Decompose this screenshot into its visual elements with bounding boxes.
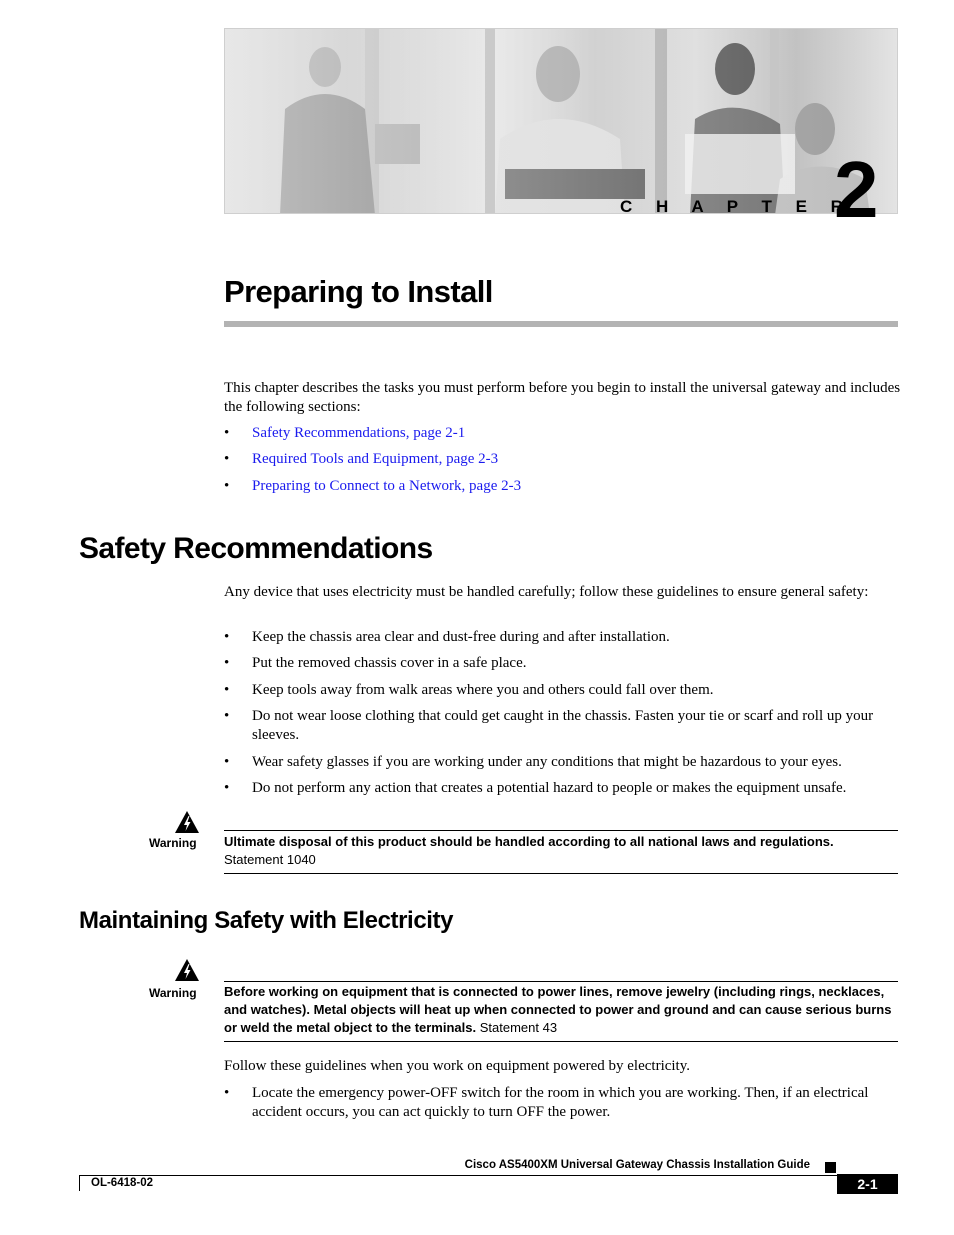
title-rule <box>224 321 898 327</box>
footer-marker <box>825 1162 836 1173</box>
bullet-glyph: • <box>224 478 230 494</box>
chapter-label: C H A P T E R <box>620 197 853 216</box>
bullet-glyph: • <box>224 708 230 724</box>
chapter-banner-photo <box>224 28 898 214</box>
section-heading-electricity: Maintaining Safety with Electricity <box>79 907 454 934</box>
bullet-glyph: • <box>224 655 230 671</box>
warning-bold-text: Before working on equipment that is connected to power lines, remove jewelry (including rings, necklaces, and watches). Metal objects will heat up when connected to power and ground and can cause serious burns or weld the metal object to the terminals. <box>224 984 892 1035</box>
electricity-paragraph: Follow these guidelines when you work on equipment powered by electricity. <box>224 1058 691 1074</box>
toc-link-network[interactable]: Preparing to Connect to a Network, page 2-3 <box>252 478 522 494</box>
footer-guide-title: Cisco AS5400XM Universal Gateway Chassis Installation Guide <box>464 1159 810 1171</box>
bullet-glyph: • <box>224 629 230 645</box>
bullet-glyph: • <box>224 425 230 441</box>
list-item-text: Locate the emergency power-OFF switch for the room in which you are working. Then, if an electrical accident occurs, you can act quickly to turn OFF the power. <box>252 1085 869 1120</box>
list-item-text: Wear safety glasses if you are working under any conditions that might be hazardous to your eyes. <box>252 754 842 770</box>
list-item-text: Keep tools away from walk areas where you and others could fall over them. <box>252 682 714 698</box>
bullet-glyph: • <box>224 451 230 467</box>
people-photo <box>225 29 898 214</box>
warning-statement: Statement 43 <box>479 1020 558 1035</box>
list-item-text: Do not wear loose clothing that could get caught in the chassis. Fasten your tie or scarf and roll up your sleeves. <box>252 708 874 743</box>
warning-triangle-icon <box>174 958 200 982</box>
warning-text <box>224 833 898 869</box>
warning-text <box>224 983 898 1037</box>
bullet-glyph: • <box>224 1085 230 1101</box>
chapter-number: 2 <box>834 145 879 234</box>
list-item-text: Do not perform any action that creates a potential hazard to people or makes the equipment unsafe. <box>252 780 847 796</box>
chapter-title: Preparing to Install <box>224 274 493 309</box>
warning-bottom-rule <box>224 873 898 874</box>
footer-doc-number: OL-6418-02 <box>91 1177 154 1189</box>
warning-label: Warning <box>149 986 197 1000</box>
footer-page-number: 2-1 <box>837 1174 898 1194</box>
footer-tick <box>79 1175 80 1191</box>
safety-paragraph: Any device that uses electricity must be handled carefully; follow these guidelines to ensure general safety: <box>224 584 869 600</box>
list-item-text: Put the removed chassis cover in a safe place. <box>252 655 527 671</box>
warning-top-rule <box>224 830 898 831</box>
footer-rule <box>79 1175 837 1176</box>
toc-link-safety[interactable]: Safety Recommendations, page 2-1 <box>252 425 466 441</box>
warning-top-rule <box>224 981 898 982</box>
intro-paragraph: This chapter describes the tasks you must perform before you begin to install the universal gateway and includes the following sections: <box>224 380 901 415</box>
warning-statement: Statement 1040 <box>224 852 316 867</box>
toc-link-tools[interactable]: Required Tools and Equipment, page 2-3 <box>252 451 499 467</box>
warning-bottom-rule <box>224 1041 898 1042</box>
warning-label: Warning <box>149 836 197 850</box>
list-item-text: Keep the chassis area clear and dust-free during and after installation. <box>252 629 670 645</box>
bullet-glyph: • <box>224 754 230 770</box>
section-heading-safety: Safety Recommendations <box>79 532 433 565</box>
bullet-glyph: • <box>224 780 230 796</box>
warning-bold-text: Ultimate disposal of this product should be handled according to all national laws and regulations. <box>224 834 834 849</box>
bullet-glyph: • <box>224 682 230 698</box>
warning-triangle-icon <box>174 810 200 834</box>
